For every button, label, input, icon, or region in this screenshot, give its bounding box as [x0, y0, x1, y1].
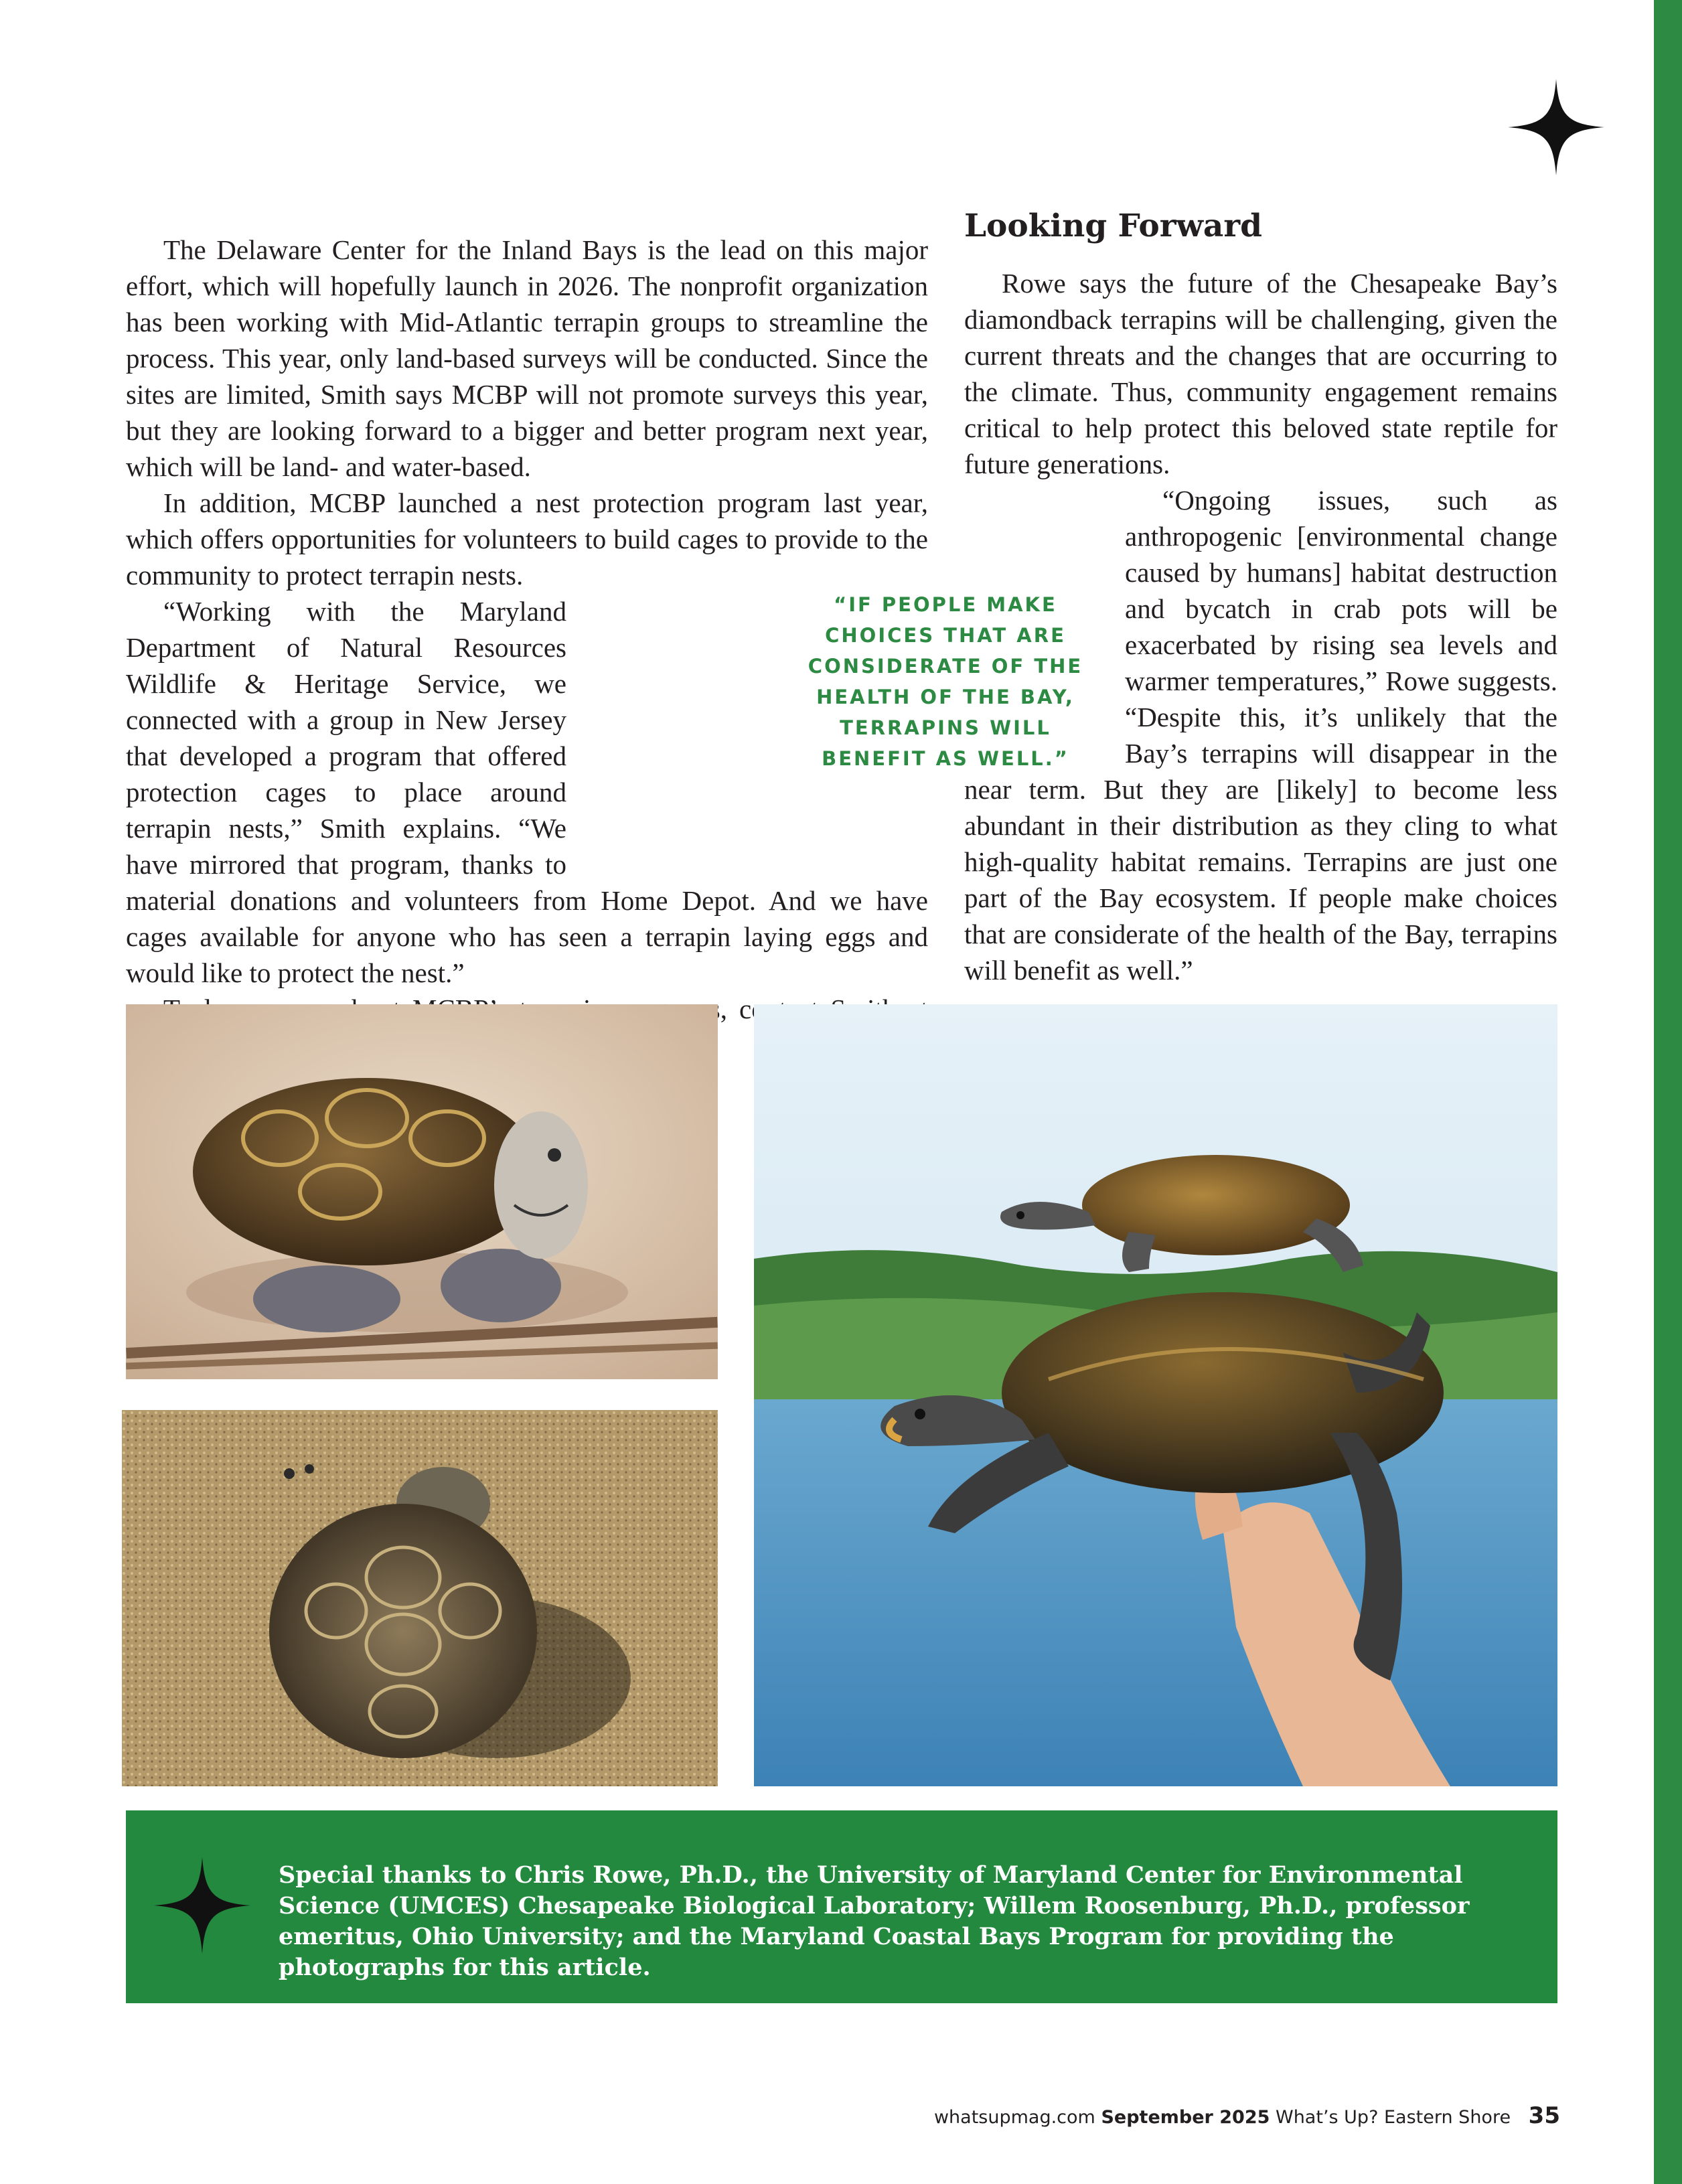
- paragraph: In addition, MCBP launched a nest protection program last year, which offers opportunities for volunteers to build cages to provide to the community to protect terrapin nests.: [126, 487, 928, 591]
- paragraph: “Ongoing issues, such as anthropogenic [environmental change caused by humans] habitat destruction and bycatch in crab pots will be exacerbated by rising sea levels and warmer temperatures,” Rowe suggests. “Despite this, it’s unlikely that the Bay’s terrapins will disappear in the near term. But they are [likely] to become less abundant in their distribution as they cling to what high-quality habitat remains. Terrapins are just one part of the Bay ecosystem. If people make choices that are considerate of the health of the Bay, terrapins will benefit as well.”: [964, 485, 1557, 986]
- paragraph: Rowe says the future of the Chesapeake Bay’s diamondback terrapins will be challenging, given the current threats and the changes that are occurring to the climate. Thus, community engagement remains critical to help protect this beloved state reptile for future generations.: [964, 268, 1557, 479]
- paragraph: The Delaware Center for the Inland Bays is the lead on this major effort, which will hopefully launch in 2026. The nonprofit organization has been working with Mid-Atlantic terrapin groups to streamline the process. This year, only land-based surveys will be conducted. Since the sites are limited, Smith says MCBP will not promote surveys this year, but they are looking forward to a bigger and better program next year, which will be land- and water-based.: [126, 234, 928, 482]
- footer-issue: September 2025: [1101, 2107, 1270, 2128]
- photo-credits-box: [126, 1810, 1557, 2003]
- page-number: 35: [1528, 2102, 1560, 2129]
- footer-site: whatsupmag.com: [933, 2107, 1095, 2128]
- terrapin-on-sand-photo: [126, 1004, 718, 1379]
- page-footer: [934, 2102, 1560, 2129]
- pull-quote: “IF PEOPLE MAKE CHOICES THAT ARE CONSIDERATE OF THE HEALTH OF THE BAY, TERRAPINS WILL BENEFIT AS WELL.”: [808, 593, 1083, 770]
- paragraph: “Working with the Maryland Department of Natural Resources Wildlife & Heritage Service, we connected with a group in New Jersey that developed a program that offered protection cages to place around terrapin nests,” Smith explains. “We have mirrored that program, thanks to material donations and volunteers from Home Depot. And we have cages available for anyone who has seen a terrapin laying eggs and would like to protect the nest.”: [126, 596, 928, 988]
- sparkle-star-icon: [154, 1857, 250, 1954]
- sparkle-star-icon: [1508, 79, 1604, 175]
- page-edge-stripe: [1654, 0, 1682, 2184]
- footer-publication: What’s Up? Eastern Shore: [1276, 2107, 1511, 2128]
- stacked-terrapins-photo: [754, 1004, 1557, 1786]
- terrapin-nesting-photo: [122, 1410, 718, 1786]
- section-heading: Looking Forward: [964, 208, 1263, 244]
- photo-credits-text: Special thanks to Chris Rowe, Ph.D., the University of Maryland Center for Environmental Science (UMCES) Chesapeake Biological Laboratory; Willem Roosenburg, Ph.D., professor emeritus, Ohio University; and the Maryland Coastal Bays Program for providing the photographs for this article.: [279, 1861, 1470, 1981]
